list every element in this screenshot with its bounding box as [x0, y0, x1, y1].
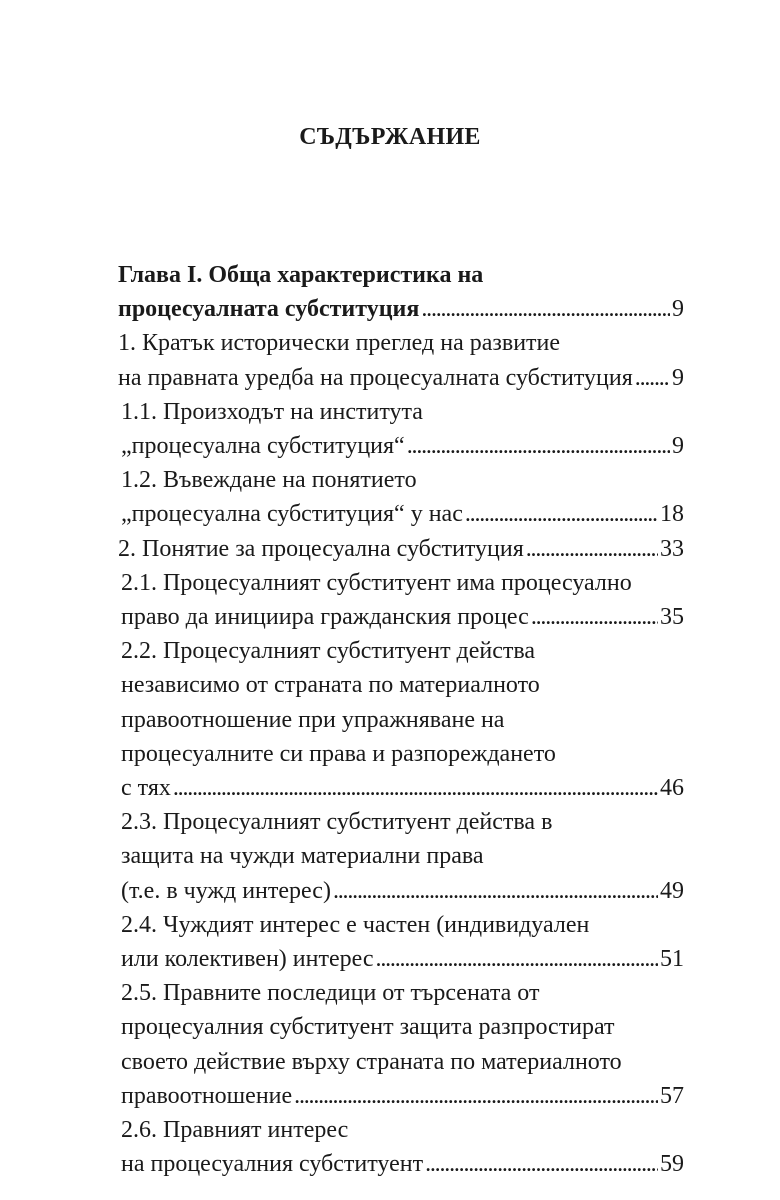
toc-entry-text: 1.2. Въвеждане на понятието: [121, 467, 417, 494]
toc-entry-text: Глава I. Обща характеристика на: [118, 262, 484, 288]
toc-page-number: 35: [660, 604, 684, 631]
toc-entry-text: на правната уредба на процесуалната субституция: [118, 364, 633, 391]
toc-page-number: 57: [660, 1082, 684, 1109]
toc-entry-text: процесуалните си права и разпореждането: [121, 740, 556, 767]
toc-entry-text: или колективен) интерес: [121, 946, 374, 973]
dot-leader: [294, 1079, 658, 1113]
toc-page-number: 59: [660, 1151, 684, 1178]
toc-page-number: 18: [660, 501, 684, 528]
toc-entry-text: 1.1. Произходът на института: [121, 398, 423, 425]
dot-leader: [421, 292, 670, 326]
toc-entry[interactable]: [118, 908, 684, 976]
toc-page-number: 49: [660, 877, 684, 904]
dot-leader: [376, 942, 658, 976]
toc-entry[interactable]: [118, 805, 684, 908]
toc-entry-text: правоотношение: [121, 1082, 293, 1109]
toc-entry-text: (т.е. в чужд интерес): [121, 877, 331, 904]
toc-entry[interactable]: [118, 976, 684, 1113]
table-of-contents: [118, 258, 684, 1181]
toc-page-number: 33: [660, 535, 684, 562]
toc-entry-text: „процесуална субституция“ у нас: [121, 501, 463, 528]
dot-leader: [635, 361, 670, 395]
toc-entry-text: 2. Понятие за процесуална субституция: [118, 535, 524, 562]
toc-entry-text: 2.2. Процесуалният субституент действа: [121, 638, 536, 665]
dot-leader: [465, 497, 658, 531]
toc-entry-text: 2.6. Правният интерес: [121, 1117, 349, 1144]
toc-entry[interactable]: [118, 532, 684, 566]
toc-entry-text: защита на чужди материални права: [121, 843, 484, 870]
toc-entry[interactable]: [118, 395, 684, 463]
toc-page-number: 9: [672, 296, 684, 323]
toc-entry-text: процесуалната субституция: [118, 296, 420, 323]
toc-entry[interactable]: [118, 1113, 684, 1181]
toc-entry-text: процесуалния субституент защита разпростират: [121, 1014, 615, 1041]
toc-entry-text: 2.1. Процесуалният субституент има процесуално: [121, 569, 632, 596]
dot-leader: [526, 532, 658, 566]
toc-entry[interactable]: [118, 463, 684, 531]
toc-entry[interactable]: [118, 258, 684, 326]
toc-entry-text: „процесуална субституция“: [121, 433, 405, 460]
toc-entry[interactable]: [118, 566, 684, 634]
toc-page-number: 51: [660, 946, 684, 973]
toc-page-number: 9: [672, 433, 684, 460]
page-title: СЪДЪРЖАНИЕ: [299, 124, 481, 150]
dot-leader: [407, 429, 670, 463]
toc-entry-text: своето действие върху страната по материалното: [121, 1048, 622, 1075]
dot-leader: [531, 600, 658, 634]
toc-page-number: 9: [672, 364, 684, 391]
toc-entry-text: 2.5. Правните последици от търсената от: [121, 980, 540, 1007]
toc-entry-text: 1. Кратък исторически преглед на развитие: [118, 330, 561, 357]
toc-entry-text: 2.4. Чуждият интерес е частен (индивидуален: [121, 911, 590, 938]
toc-entry[interactable]: [118, 326, 684, 394]
toc-entry-text: 2.3. Процесуалният субституент действа в: [121, 809, 553, 836]
toc-page-number: 46: [660, 775, 684, 802]
toc-entry-text: правоотношение при упражняване на: [121, 706, 505, 733]
dot-leader: [173, 771, 658, 805]
toc-entry-text: право да инициира гражданския процес: [121, 604, 529, 631]
toc-entry-text: на процесуалния субституент: [121, 1151, 424, 1178]
toc-entry-text: с тях: [121, 775, 171, 802]
toc-entry-text: независимо от страната по материалното: [121, 672, 540, 699]
dot-leader: [425, 1147, 658, 1181]
toc-entry[interactable]: [118, 634, 684, 805]
dot-leader: [333, 874, 658, 908]
